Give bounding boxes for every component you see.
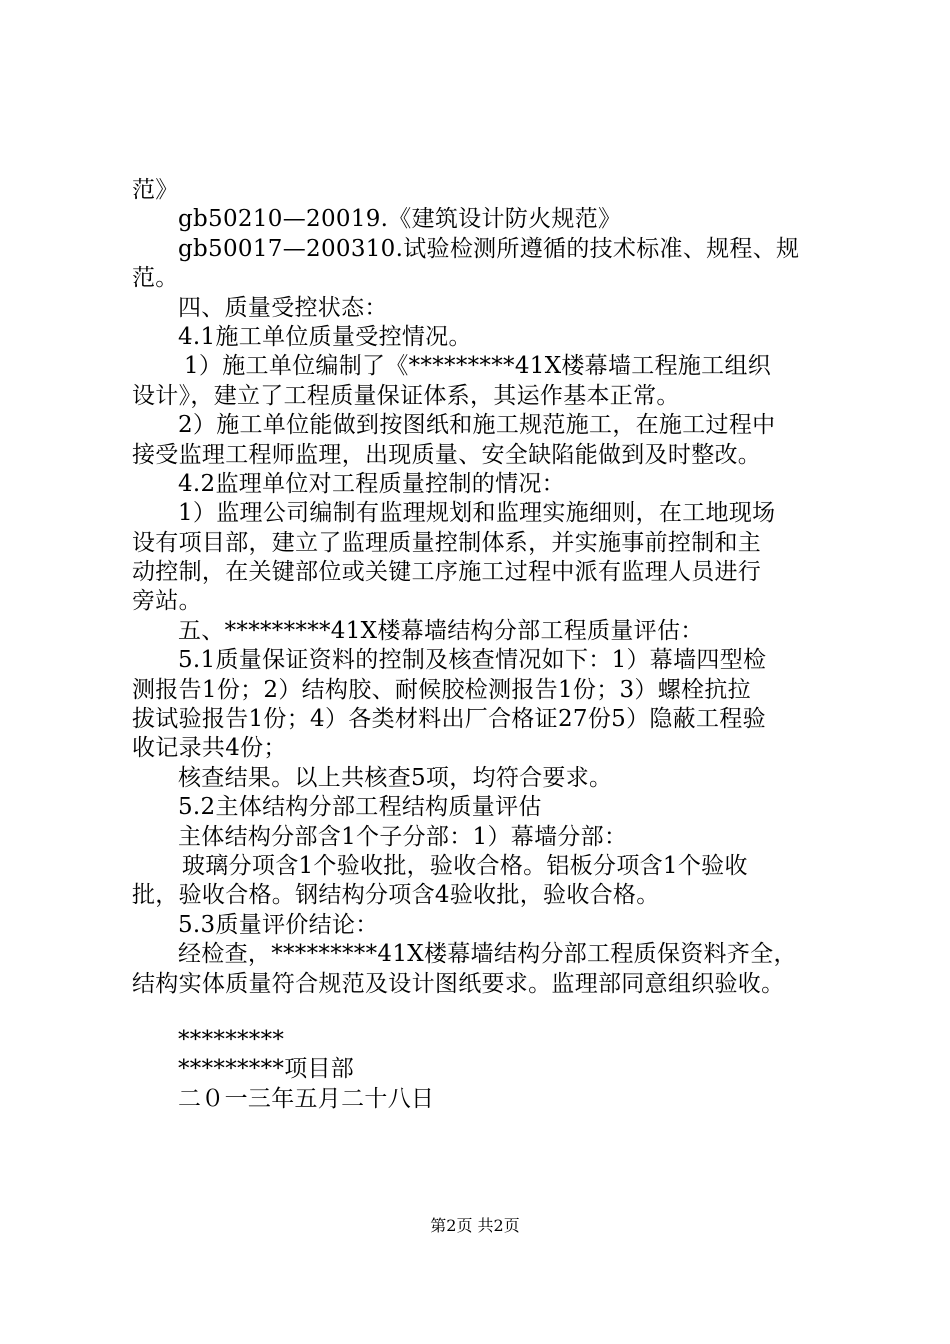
section-heading: 五、*********41X楼幕墙结构分部工程质量评估： bbox=[178, 617, 704, 644]
text-line: 玻璃分项含1个验收批，验收合格。铝板分项含1个验收 bbox=[182, 852, 748, 879]
page-number-footer: 第2页 共2页 bbox=[430, 1216, 520, 1235]
text-line: 5.1质量保证资料的控制及核查情况如下：1）幕墙四型检 bbox=[178, 647, 767, 674]
spacer bbox=[132, 999, 832, 1026]
signature-date: 二０一三年五月二十八日 bbox=[178, 1085, 435, 1112]
text-line: 1）监理公司编制有监理规划和监理实施细则，在工地现场 bbox=[178, 500, 776, 527]
document-body bbox=[132, 176, 832, 1114]
body-text bbox=[132, 176, 832, 999]
subsection-heading: 4.1施工单位质量受控情况。 bbox=[178, 323, 472, 350]
section-heading: 四、质量受控状态： bbox=[178, 294, 388, 321]
text-line: 拔试验报告1份；4）各类材料出厂合格证27份5）隐蔽工程验 bbox=[132, 706, 766, 733]
text-line: 经检查，*********41X楼幕墙结构分部工程质保资料齐全， bbox=[178, 941, 797, 968]
text-line: 范》 bbox=[132, 177, 179, 203]
text-line: 接受监理工程师监理，出现质量、安全缺陷能做到及时整改。 bbox=[132, 441, 762, 468]
text-line: 核查结果。以上共核查5项，均符合要求。 bbox=[178, 764, 613, 791]
text-line: 结构实体质量符合规范及设计图纸要求。监理部同意组织验收。 bbox=[132, 970, 785, 997]
text-line: 收记录共4份； bbox=[132, 735, 287, 762]
text-line: 2）施工单位能做到按图纸和施工规范施工，在施工过程中 bbox=[178, 412, 776, 439]
subsection-heading: 5.2主体结构分部工程结构质量评估 bbox=[178, 794, 542, 821]
text-line: 动控制，在关键部位或关键工序施工过程中派有监理人员进行 bbox=[132, 559, 762, 586]
text-line: 设有项目部，建立了监理质量控制体系，并实施事前控制和主 bbox=[132, 529, 762, 556]
subsection-heading: 4.2监理单位对工程质量控制的情况： bbox=[178, 470, 565, 497]
text-line: 1）施工单位编制了《*********41X楼幕墙工程施工组织 bbox=[184, 353, 772, 380]
text-line: 测报告1份；2）结构胶、耐候胶检测报告1份；3）螺栓抗拉 bbox=[132, 676, 751, 703]
text-line: 主体结构分部含1个子分部：1）幕墙分部： bbox=[178, 823, 628, 850]
text-line: gb50017—200310.试验检测所遵循的技术标准、规程、规 bbox=[178, 235, 800, 262]
text-line: 范。 bbox=[132, 265, 179, 292]
subsection-heading: 5.3质量评价结论： bbox=[178, 911, 379, 938]
signature-block bbox=[132, 1026, 832, 1114]
signature-organization: ********* bbox=[178, 1026, 285, 1053]
signature-department: *********项目部 bbox=[178, 1056, 355, 1083]
text-line: gb50210—20019.《建筑设计防火规范》 bbox=[178, 206, 622, 233]
text-line: 旁站。 bbox=[132, 588, 202, 615]
text-line: 设计》，建立了工程质量保证体系，其运作基本正常。 bbox=[132, 382, 680, 409]
text-line: 批，验收合格。钢结构分项含4验收批，验收合格。 bbox=[132, 882, 660, 909]
